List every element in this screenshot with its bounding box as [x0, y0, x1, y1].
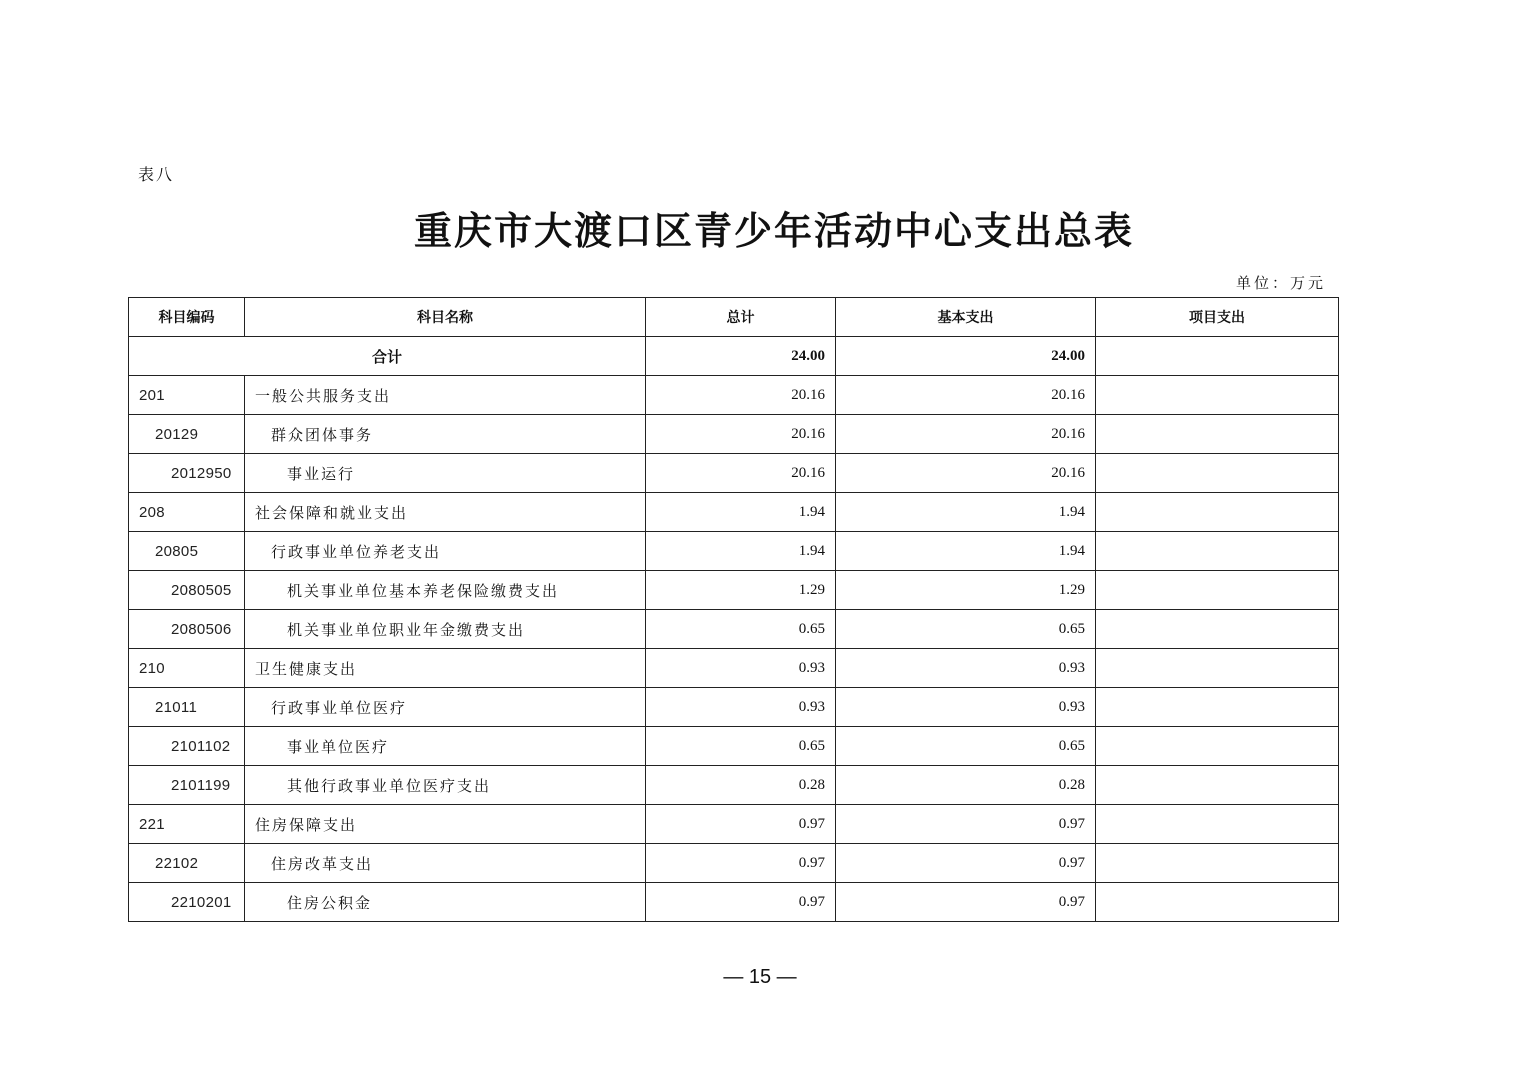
header-basic: 基本支出: [836, 298, 1096, 337]
table-row: [129, 844, 1339, 883]
total-cell: 20.16: [646, 454, 836, 493]
project-cell: [1096, 727, 1339, 766]
project-cell: [1096, 766, 1339, 805]
project-cell: [1096, 688, 1339, 727]
total-cell: 1.29: [646, 571, 836, 610]
table-row: [129, 610, 1339, 649]
total-cell: 0.97: [646, 844, 836, 883]
header-project: 项目支出: [1096, 298, 1339, 337]
code-cell: 22102: [129, 844, 245, 883]
basic-cell: 0.28: [836, 766, 1096, 805]
code-cell: 2101102: [129, 727, 245, 766]
basic-cell: 0.65: [836, 727, 1096, 766]
total-cell: 0.97: [646, 883, 836, 922]
code-cell: 210: [129, 649, 245, 688]
project-cell: [1096, 610, 1339, 649]
name-cell: 住房保障支出: [245, 805, 646, 844]
name-cell: 其他行政事业单位医疗支出: [245, 766, 646, 805]
name-cell: 事业运行: [245, 454, 646, 493]
basic-cell: 20.16: [836, 376, 1096, 415]
project-cell: [1096, 805, 1339, 844]
name-cell: 群众团体事务: [245, 415, 646, 454]
code-cell: 20805: [129, 532, 245, 571]
total-cell: 0.97: [646, 805, 836, 844]
header-total: 总计: [646, 298, 836, 337]
name-cell: 卫生健康支出: [245, 649, 646, 688]
basic-cell: 0.93: [836, 649, 1096, 688]
total-cell: 0.65: [646, 727, 836, 766]
project-cell: [1096, 883, 1339, 922]
code-cell: 21011: [129, 688, 245, 727]
code-cell: 201: [129, 376, 245, 415]
table-row: [129, 571, 1339, 610]
project-cell: [1096, 376, 1339, 415]
table-row: [129, 493, 1339, 532]
code-cell: 2101199: [129, 766, 245, 805]
total-cell: 1.94: [646, 493, 836, 532]
basic-cell: 1.29: [836, 571, 1096, 610]
total-project: [1096, 337, 1339, 376]
table-row: [129, 766, 1339, 805]
expense-table: [128, 297, 1339, 922]
total-cell: 1.94: [646, 532, 836, 571]
total-cell: 20.16: [646, 376, 836, 415]
code-cell: 208: [129, 493, 245, 532]
name-cell: 住房公积金: [245, 883, 646, 922]
basic-cell: 0.97: [836, 805, 1096, 844]
project-cell: [1096, 844, 1339, 883]
total-row: [129, 337, 1339, 376]
basic-cell: 20.16: [836, 454, 1096, 493]
basic-cell: 0.97: [836, 883, 1096, 922]
project-cell: [1096, 532, 1339, 571]
table-row: [129, 727, 1339, 766]
basic-cell: 20.16: [836, 415, 1096, 454]
code-cell: 2080505: [129, 571, 245, 610]
project-cell: [1096, 454, 1339, 493]
name-cell: 住房改革支出: [245, 844, 646, 883]
table-row: [129, 805, 1339, 844]
name-cell: 一般公共服务支出: [245, 376, 646, 415]
header-code: 科目编码: [129, 298, 245, 337]
table-row: [129, 883, 1339, 922]
table-label: 表八: [138, 165, 175, 184]
total-cell: 0.65: [646, 610, 836, 649]
code-cell: 2210201: [129, 883, 245, 922]
total-basic: 24.00: [836, 337, 1096, 376]
total-cell: 0.93: [646, 688, 836, 727]
name-cell: 事业单位医疗: [245, 727, 646, 766]
total-sum: 24.00: [646, 337, 836, 376]
basic-cell: 0.97: [836, 844, 1096, 883]
code-cell: 2012950: [129, 454, 245, 493]
table-row: [129, 415, 1339, 454]
table-row: [129, 688, 1339, 727]
total-cell: 0.28: [646, 766, 836, 805]
code-cell: 221: [129, 805, 245, 844]
basic-cell: 0.65: [836, 610, 1096, 649]
name-cell: 行政事业单位医疗: [245, 688, 646, 727]
code-cell: 20129: [129, 415, 245, 454]
basic-cell: 1.94: [836, 493, 1096, 532]
page-number: — 15 —: [723, 966, 797, 988]
project-cell: [1096, 493, 1339, 532]
project-cell: [1096, 571, 1339, 610]
table-row: [129, 532, 1339, 571]
unit-label: 单位：万元: [1235, 274, 1326, 292]
code-cell: 2080506: [129, 610, 245, 649]
total-cell: 20.16: [646, 415, 836, 454]
header-name: 科目名称: [245, 298, 646, 337]
name-cell: 社会保障和就业支出: [245, 493, 646, 532]
name-cell: 行政事业单位养老支出: [245, 532, 646, 571]
table-row: [129, 454, 1339, 493]
name-cell: 机关事业单位基本养老保险缴费支出: [245, 571, 646, 610]
table-row: [129, 376, 1339, 415]
project-cell: [1096, 415, 1339, 454]
project-cell: [1096, 649, 1339, 688]
total-cell: 0.93: [646, 649, 836, 688]
basic-cell: 1.94: [836, 532, 1096, 571]
name-cell: 机关事业单位职业年金缴费支出: [245, 610, 646, 649]
document-title: 重庆市大渡口区青少年活动中心支出总表: [413, 208, 1134, 253]
header-row: [129, 298, 1339, 337]
table-row: [129, 649, 1339, 688]
basic-cell: 0.93: [836, 688, 1096, 727]
total-label: 合计: [129, 337, 646, 376]
